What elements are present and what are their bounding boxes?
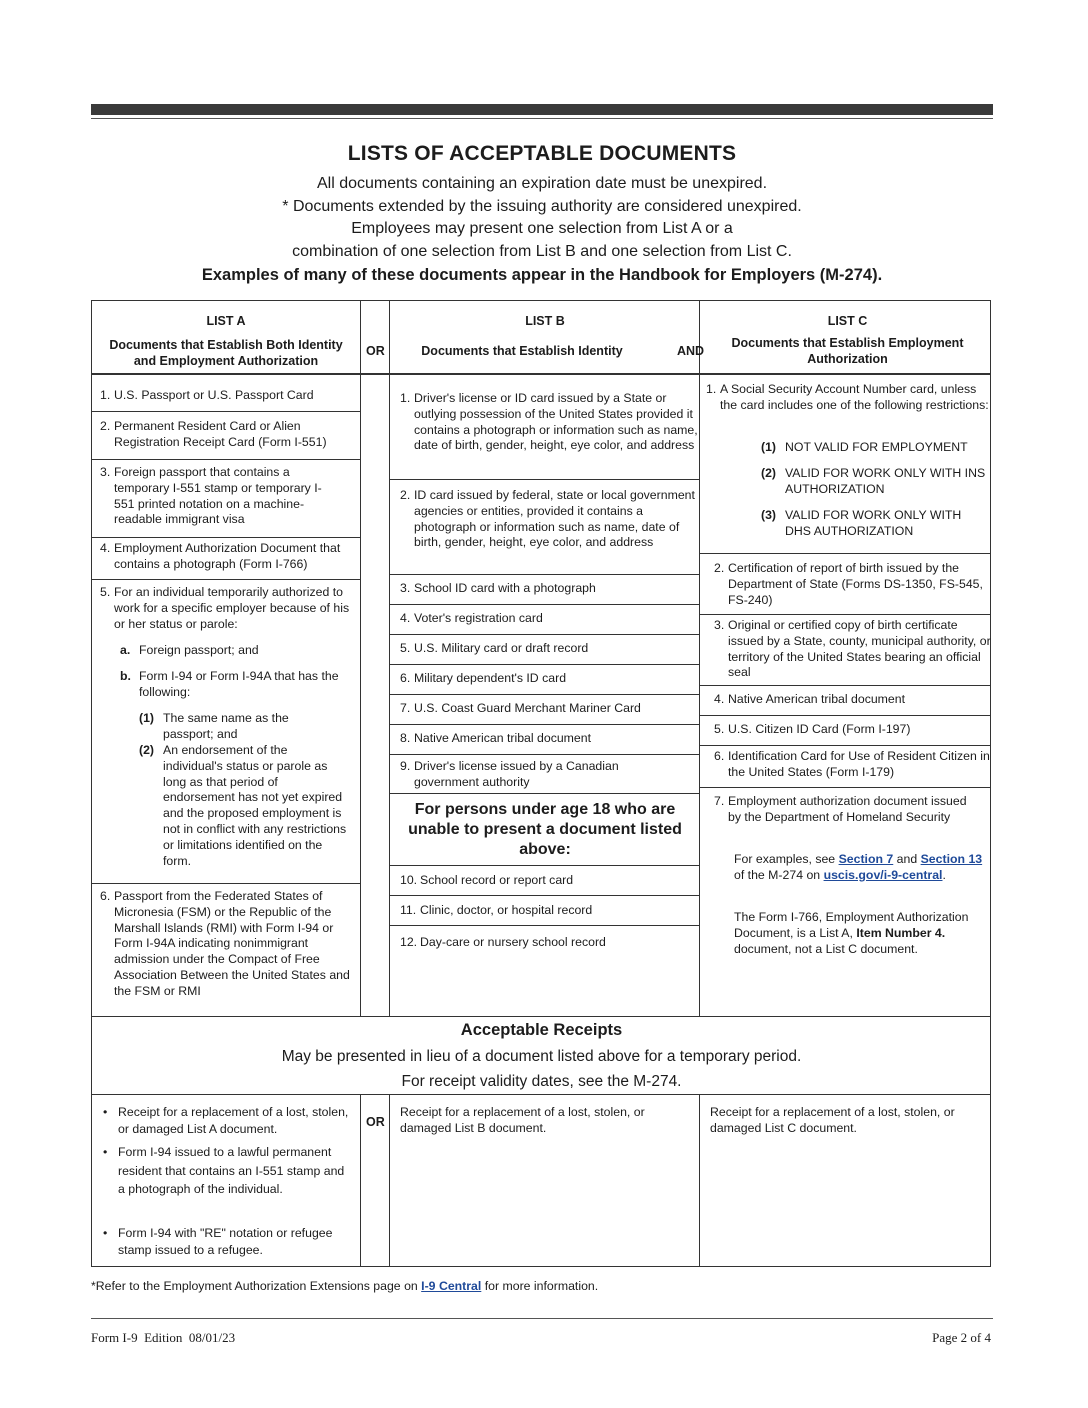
header-rule [91,118,993,119]
list-a-item: 6. Passport from the Federated States of Micronesia (FSM) or the Republic of the Marshall Islands (RMI) with Form I-94 or Form I-94A indicating nonimmigrant admission under the Compact of Free Association Between the United States and the FSM or RMI [100,889,350,998]
list-a-item5-subsub: (1) The same name as the passport; and [139,711,289,741]
list-b-item: 3. School ID card with a photograph [400,581,596,595]
list-a-item5-sub: b. Form I-94 or Form I-94A that has the following: [120,669,339,699]
list-a-item5-subsub: (2) An endorsement of the individual's status or parole as long as that period of endorsement has not yet expired and the proposed employment is not in conflict with any restrictions or limitations identified on the form. [139,743,347,868]
receipt-list-b-text: Receipt for a replacement of a lost, stolen, or damaged List B document. [400,1105,645,1135]
list-b-title: LIST B [525,314,565,328]
page-number: Page 2 of 4 [932,1330,991,1345]
list-c-item: 4. Native American tribal document [714,692,906,706]
divider [390,865,699,866]
intro-line-1: All documents containing an expiration date must be unexpired. [316,175,768,192]
header-bar [91,104,993,115]
divider [390,664,699,665]
list-b-item: 10. School record or report card [400,873,574,887]
divider [390,574,699,575]
acceptable-documents-table [91,300,991,1267]
document-header [91,142,993,287]
list-b-under-18-heading: For persons under age 18 who are unable to present a document listed above: [408,801,682,858]
receipt-list-a-bullet: • Form I-94 with "RE" notation or refugee stamp issued to a refugee. [103,1226,333,1257]
list-c-item: 6. Identification Card for Use of Resident Citizen in the United States (Form I-179) [714,749,990,779]
divider [390,634,699,635]
list-c-title: LIST C [827,314,868,328]
list-c-restriction: (3) VALID FOR WORK ONLY WITH DHS AUTHORIZATION [761,508,962,538]
divider [390,754,699,755]
divider [390,793,699,794]
section-13-link[interactable]: Section 13 [920,852,983,866]
form-edition: Form I-9 Edition 08/01/23 [91,1330,236,1345]
divider [92,1094,991,1095]
list-c-subtitle: Documents that Establish Employment Authorization [731,336,964,366]
i9-central-url-link[interactable]: uscis.gov/i-9-central [823,867,943,882]
divider [92,537,360,538]
divider [390,724,699,725]
divider [700,745,991,746]
page-title: LISTS OF ACCEPTABLE DOCUMENTS [347,142,737,165]
divider [699,1095,700,1267]
divider [92,1016,991,1017]
divider [390,895,699,896]
divider [389,301,390,1016]
list-c-restriction: (1) NOT VALID FOR EMPLOYMENT [761,440,968,454]
divider [92,579,360,580]
divider [92,411,360,412]
list-b-subtitle: Documents that Establish Identity [421,344,623,358]
and-label: AND [677,344,705,358]
list-a-header [98,313,354,369]
divider [700,553,991,554]
list-a-item: 2. Permanent Resident Card or Alien Registration Receipt Card (Form I-551) [100,419,327,449]
i9-central-link[interactable]: I-9 Central [421,1279,482,1293]
divider [360,1095,361,1267]
intro-line-4: combination of one selection from List B and one selection from List C. [292,242,792,260]
intro-line-3: Employees may present one selection from List A or a [351,220,733,237]
list-b-item: 2. ID card issued by federal, state or local government agencies or entities, provided it contains a photograph or information such as name, date of birth, gender, height, eye color, and address [400,488,695,550]
list-b-item: 9. Driver's license issued by a Canadian government authority [400,759,619,789]
intro-line-2: * Documents extended by the issuing authority are considered unexpired. [282,197,802,215]
list-b-item: 1. Driver's license or ID card issued by a State or outlying possession of the United States provided it contains a photograph or information such as name, date of birth, gender, height, eye color, and address [400,391,698,453]
receipt-list-a-bullet: • Receipt for a replacement of a lost, stolen, or damaged List A document. [103,1105,349,1136]
divider [92,883,360,884]
list-c-header [710,313,985,367]
list-b-item: 6. Military dependent's ID card [400,671,567,685]
list-b-item: 4. Voter's registration card [400,611,543,625]
list-c-item7-note: The Form I-766, Employment Authorization Document, is a List A, Item Number 4. document, not a List C document. [734,910,969,956]
divider [389,1095,390,1267]
list-b-item: 8. Native American tribal document [400,731,592,745]
list-c-item: 2. Certification of report of birth issued by the Department of State (Forms DS-1350, FS-545, FS-240) [714,561,983,607]
list-b-item: 11. Clinic, doctor, or hospital record [400,903,593,917]
divider [390,479,699,480]
list-a-item: 1. U.S. Passport or U.S. Passport Card [100,388,314,402]
list-c-item: 7. Employment authorization document issued by the Department of Homeland Security [714,794,967,824]
list-c-item: 1. A Social Security Account Number card, unless the card includes one of the following restrictions: [706,382,989,412]
list-b-item: 5. U.S. Military card or draft record [400,641,589,655]
list-a-item: 5. For an individual temporarily authorized to work for a specific employer because of his or her status or parole: [100,585,350,631]
divider [360,301,361,1016]
list-a-title: LIST A [206,314,246,328]
divider [700,787,991,788]
list-a-subtitle: Documents that Establish Both Identity and Employment Authorization [109,338,343,368]
list-c-item: 3. Original or certified copy of birth certificate issued by a State, county, municipal authority, or territory of the United States bearing an official seal [714,618,991,680]
list-c-item7-examples: For examples, see Section 7 and Section 13 of the M-274 on uscis.gov/i-9-central. [734,852,983,882]
list-c-item: 5. U.S. Citizen ID Card (Form I-197) [714,722,911,736]
divider [92,459,360,460]
list-a-item5-sub: a. Foreign passport; and [120,643,259,657]
list-b-header [392,313,698,359]
section-7-link[interactable]: Section 7 [838,852,894,866]
divider [700,685,991,686]
divider [700,715,991,716]
list-a-item: 3. Foreign passport that contains a temporary I-551 stamp or temporary I-551 printed notation on a machine-readable immigrant visa [100,465,322,527]
receipt-list-c-text: Receipt for a replacement of a lost, stolen, or damaged List C document. [710,1105,955,1135]
intro-handbook-note: Examples of many of these documents appear in the Handbook for Employers (M-274). [201,266,883,284]
list-c-restriction: (2) VALID FOR WORK ONLY WITH INS AUTHORIZATION [761,466,986,496]
divider [390,604,699,605]
or-label: OR [366,344,385,358]
divider [92,373,991,375]
receipts-or-label: OR [366,1115,385,1129]
list-b-item: 12. Day-care or nursery school record [400,935,606,949]
list-b-item: 7. U.S. Coast Guard Merchant Mariner Card [400,701,641,715]
receipts-line-1: May be presented in lieu of a document listed above for a temporary period. [281,1048,802,1065]
receipt-list-a-bullet: • Form I-94 issued to a lawful permanent resident that contains an I-551 stamp and a photograph of the individual. [103,1145,345,1196]
divider [390,925,699,926]
divider [390,694,699,695]
footer-rule [91,1318,993,1319]
receipts-title: Acceptable Receipts [460,1021,623,1039]
receipts-line-2: For receipt validity dates, see the M-274. [401,1073,682,1090]
list-a-item: 4. Employment Authorization Document that contains a photograph (Form I-766) [100,541,341,571]
divider [700,614,991,615]
footnote: *Refer to the Employment Authorization Extensions page on I-9 Central for more information. [91,1279,599,1293]
